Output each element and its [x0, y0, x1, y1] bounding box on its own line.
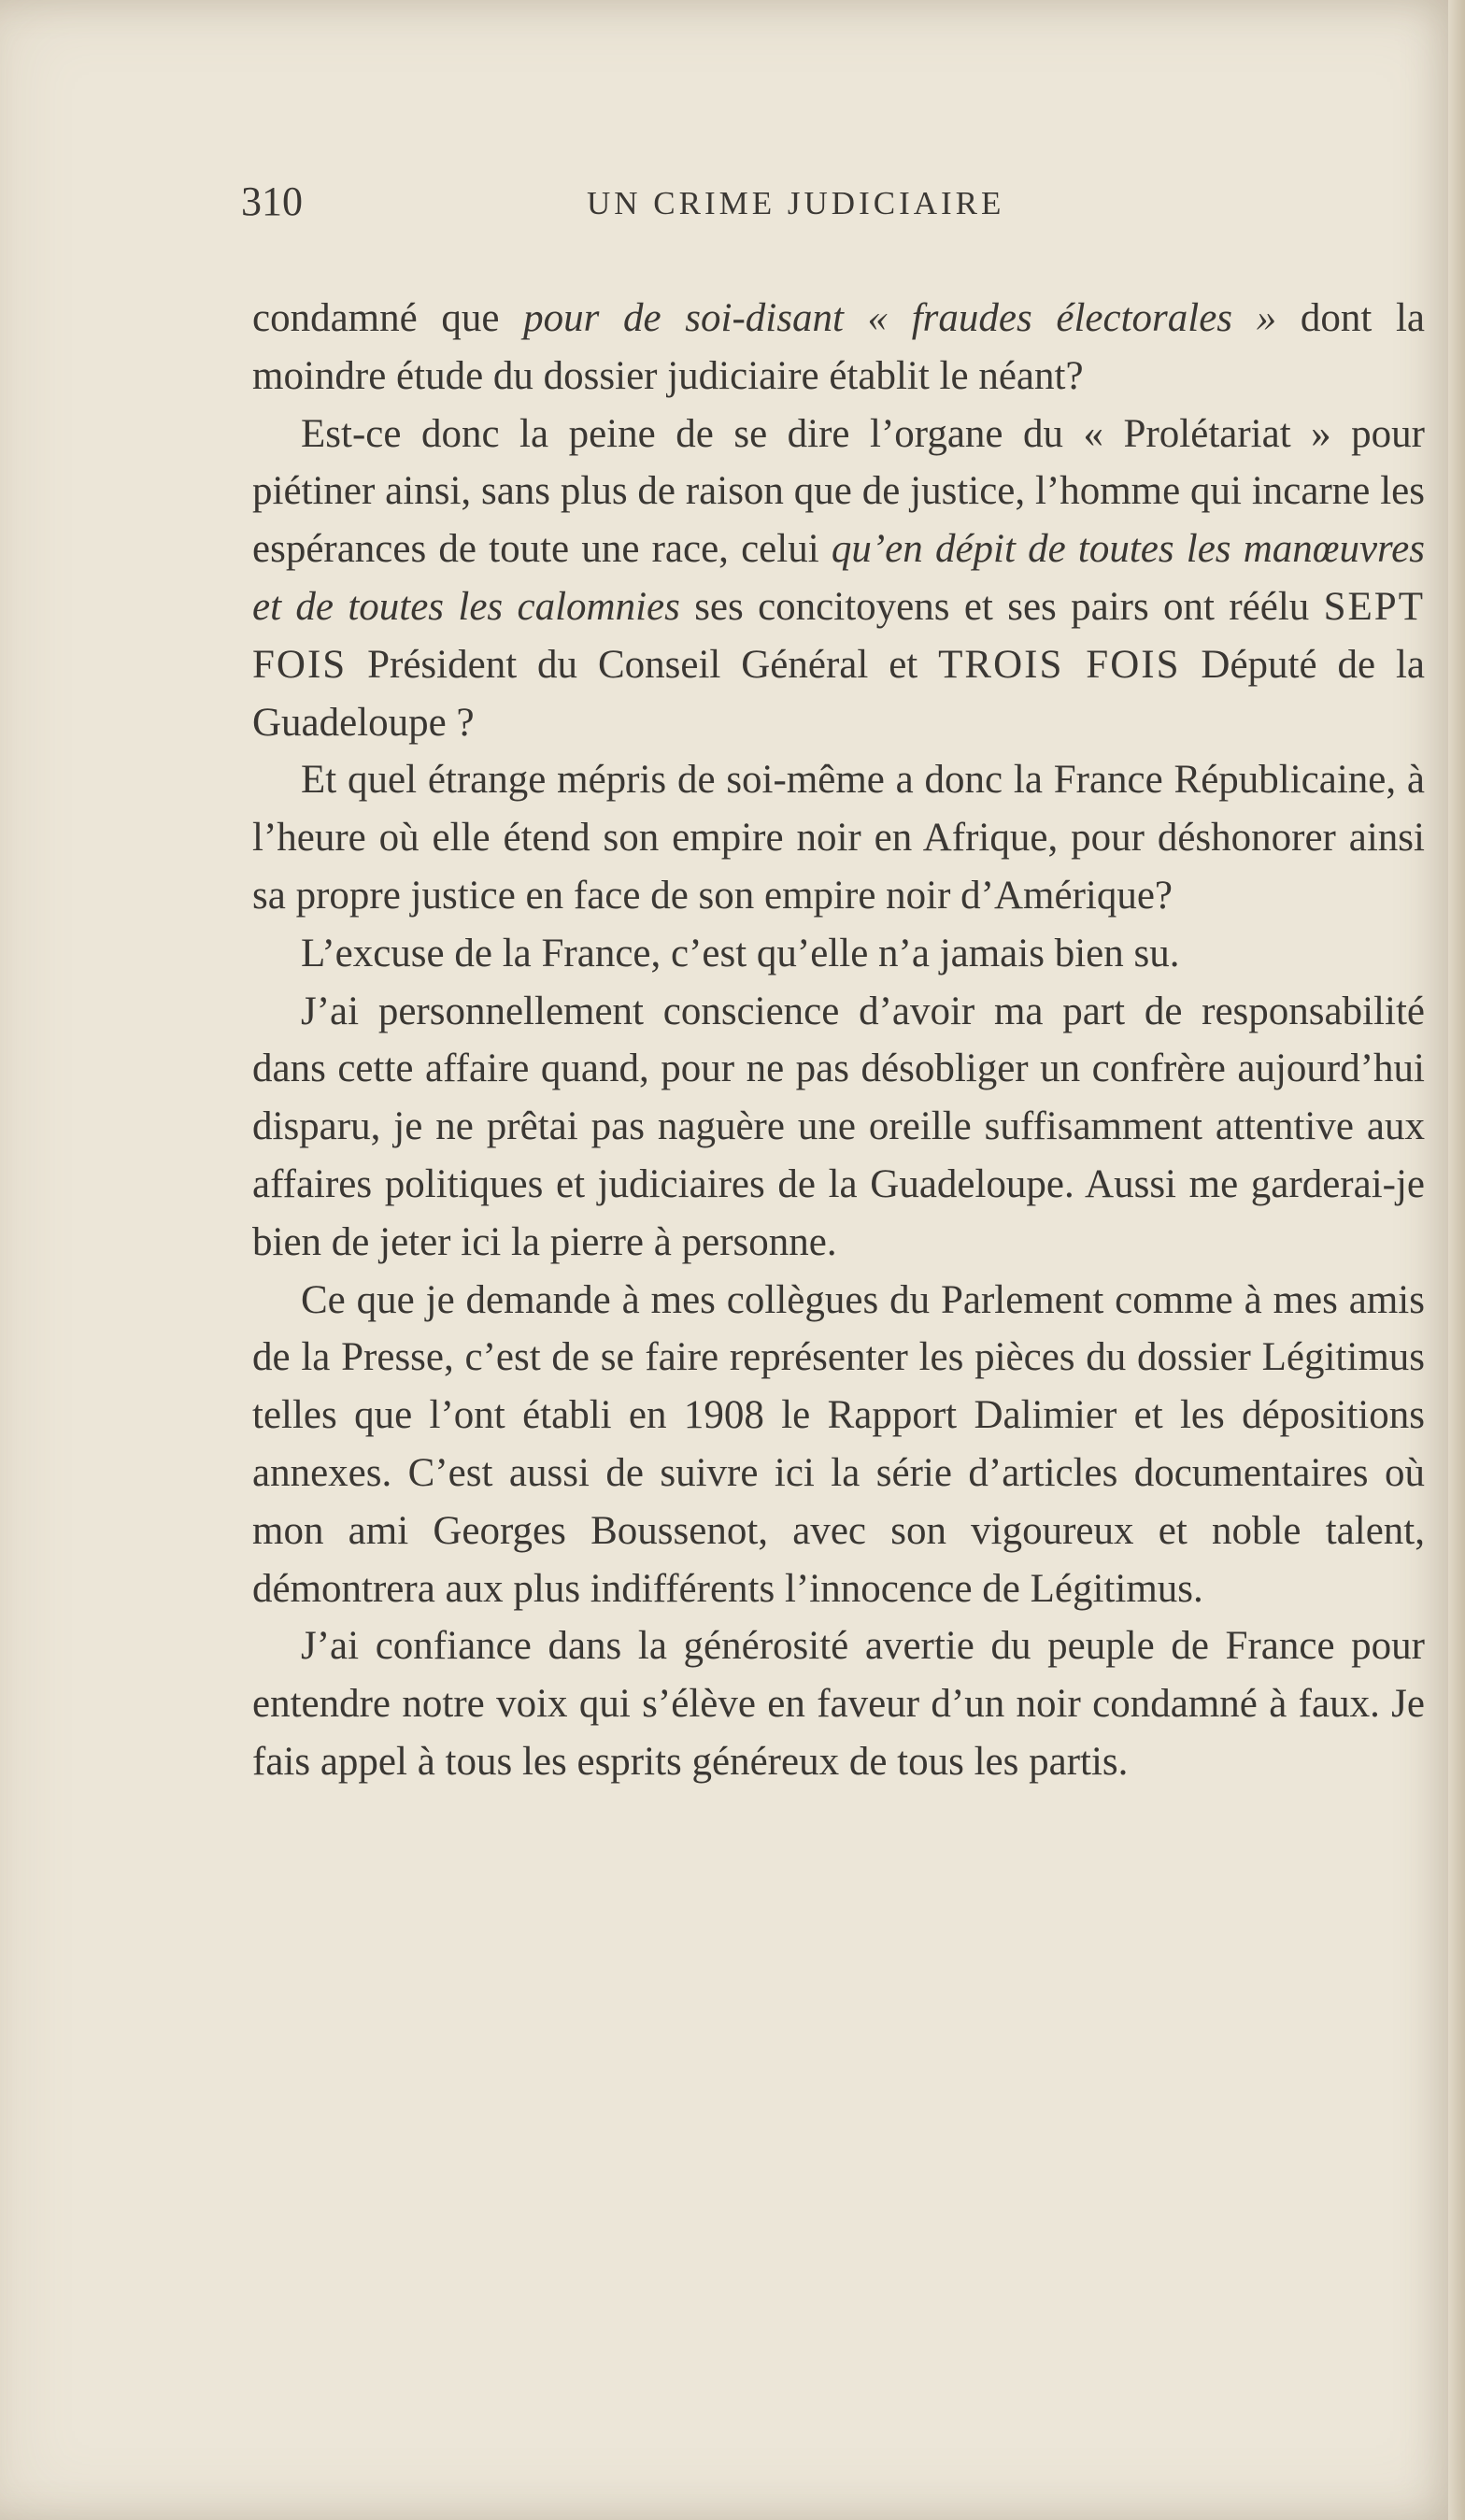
- paragraph-3: Et quel étrange mépris de soi-même a donc la France Républicaine, à l’heure où elle étend son empire noir en Afrique, pour déshonorer ainsi sa propre justice en face de son empire noir d’Amérique?: [252, 758, 1425, 918]
- paragraph-1-text-a: condamné que: [252, 296, 524, 340]
- paragraph-1-text-b: dont la moindre étude du dossier judiciaire établit le néant?: [252, 296, 1425, 398]
- paragraph-1-italic: pour de soi-disant « fraudes électorales »: [523, 296, 1277, 340]
- running-title: UN CRIME JUDICIAIRE: [587, 185, 1005, 221]
- paragraph-6: Ce que je demande à mes collègues du Parlement comme à mes amis de la Presse, c’est de se faire représenter les pièces du dossier Légitimus telles que l’ont établi en 1908 le Rapport Dalimier et les dépositions annexes. C’est aussi de suivre ici la série d’articles documentaires où mon ami Georges Boussenot, avec son vigoureux et noble talent, démontrera aux plus indifférents l’innocence de Légitimus.: [252, 1277, 1425, 1611]
- page-edge-shadow: [1448, 0, 1465, 2520]
- paragraph-7: J’ai confiance dans la générosité avertie du peuple de France pour entendre notre voix qui s’élève en faveur d’un noir condamné à faux. Je fais appel à tous les esprits généreux de tous les partis.: [252, 1624, 1425, 1784]
- paragraph-2-smallcaps-a: SEPT FOIS: [252, 584, 1425, 687]
- paragraph-2-smallcaps-b: TROIS FOIS: [938, 642, 1181, 687]
- paragraph-2-text-a: Est-ce donc la peine de se dire l’organe du « Prolétariat » pour piétiner ainsi, sans plus de raison que de justice, l’homme qui incarne les espérances de toute une race, celui: [252, 411, 1425, 572]
- paragraph-2-italic: qu’en dépit de toutes les manœuvres et de toutes les calomnies: [252, 527, 1425, 629]
- paragraph-1: [252, 290, 1425, 406]
- paragraph-2-text-c: Président du Conseil Général et: [347, 642, 939, 687]
- paragraph-2-text-b: ses concitoyens et ses pairs ont réélu: [679, 584, 1324, 629]
- page-number: 310: [241, 178, 303, 224]
- paragraph-2: [252, 406, 1425, 752]
- paragraph-5: J’ai personnellement conscience d’avoir ma part de responsabilité dans cette affaire quand, pour ne pas désobliger un confrère aujourd’hui disparu, je ne prêtai pas naguère une oreille suffisamment attentive aux affaires politiques et judiciaires de la Guadeloupe. Aussi me garderai-je bien de jeter ici la pierre à personne.: [252, 989, 1425, 1264]
- paragraph-4: L’excuse de la France, c’est qu’elle n’a jamais bien su.: [301, 931, 1180, 975]
- running-head: [241, 178, 1409, 234]
- paragraph-2-text-d: Député de la Guadeloupe ?: [252, 642, 1425, 745]
- body-text: [252, 290, 1425, 1791]
